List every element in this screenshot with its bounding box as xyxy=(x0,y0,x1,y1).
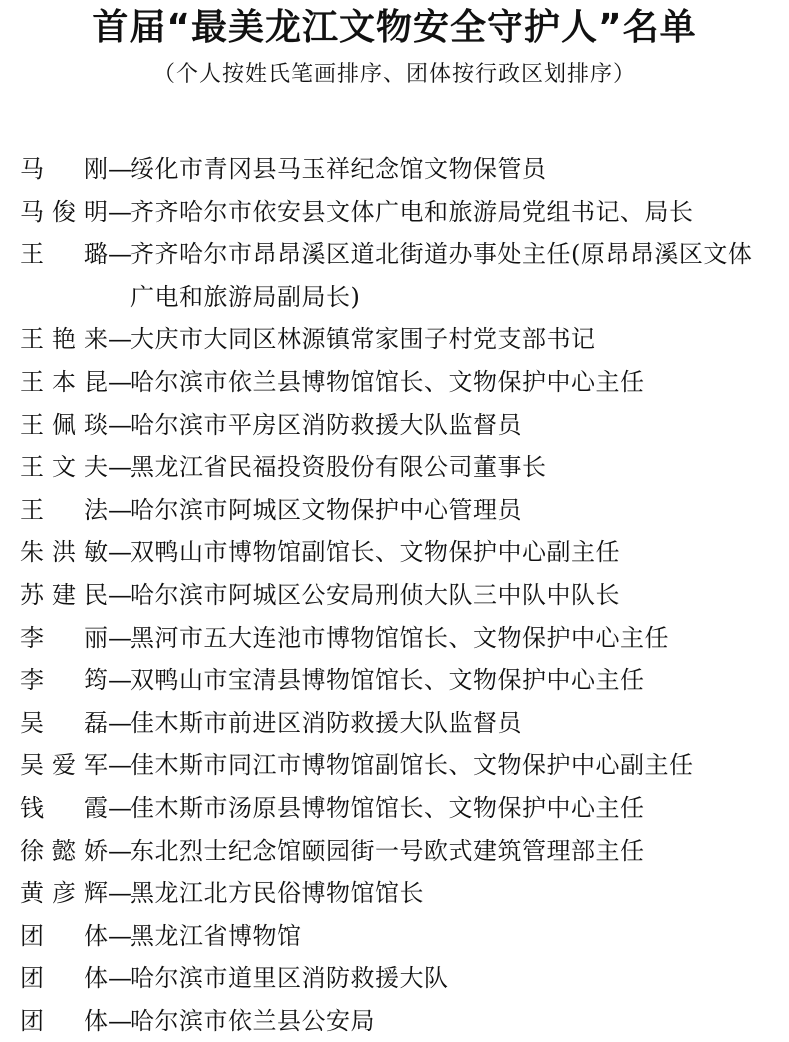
entry-description: 佳木斯市同江市博物馆副馆长、文物保护中心副主任 xyxy=(130,751,694,780)
entry-dash: — xyxy=(108,879,132,908)
document-subtitle: （个人按姓氏笔画排序、团体按行政区划排序） xyxy=(152,62,636,87)
list-item xyxy=(20,191,785,234)
list-item xyxy=(20,318,785,361)
entry-description: 佳木斯市汤原县博物馆馆长、文物保护中心主任 xyxy=(130,793,645,822)
entry-description: 双鸭山市博物馆副馆长、文物保护中心副主任 xyxy=(130,538,620,567)
entry-dash: — xyxy=(108,367,132,396)
entry-description: 黑龙江省民福投资股份有限公司董事长 xyxy=(130,453,547,482)
entry-dash: — xyxy=(108,1006,132,1035)
entry-name: 团 体 xyxy=(20,964,108,993)
entry-description: 齐齐哈尔市依安县文体广电和旅游局党组书记、局长 xyxy=(130,197,694,226)
entry-dash: — xyxy=(108,708,132,737)
list-item xyxy=(20,148,785,191)
entry-description: 哈尔滨市依兰县公安局 xyxy=(130,1006,375,1035)
entry-dash: — xyxy=(108,921,132,950)
list-item xyxy=(20,915,785,958)
entry-description: 齐齐哈尔市昂昂溪区道北街道办事处主任(原昂昂溪区文体广电和旅游局副局长) xyxy=(130,240,753,311)
entry-name: 王文夫 xyxy=(20,453,108,482)
entry-name: 朱洪敏 xyxy=(20,538,108,567)
entry-name: 马 刚 xyxy=(20,155,108,183)
entry-description: 哈尔滨市阿城区公安局刑侦大队三中队中队长 xyxy=(130,580,620,609)
entry-description: 黑河市五大连池市博物馆馆长、文物保护中心主任 xyxy=(130,623,669,652)
list-item xyxy=(20,404,785,447)
list-item xyxy=(20,617,785,660)
entry-dash: — xyxy=(108,623,132,652)
entry-name: 徐懿娇 xyxy=(20,836,108,865)
list-item xyxy=(20,1000,785,1042)
entry-dash: — xyxy=(108,836,132,865)
entry-description: 黑龙江省博物馆 xyxy=(130,921,302,950)
entry-description: 哈尔滨市依兰县博物馆馆长、文物保护中心主任 xyxy=(130,367,645,396)
entry-dash: — xyxy=(108,751,132,780)
entry-dash: — xyxy=(108,495,132,524)
entry-name: 王本昆 xyxy=(20,367,108,396)
entry-dash: — xyxy=(108,325,132,354)
list-item xyxy=(20,531,785,574)
entry-description: 黑龙江北方民俗博物馆馆长 xyxy=(130,879,424,908)
entry-name: 王艳来 xyxy=(20,325,108,354)
list-item xyxy=(20,787,785,830)
entry-name: 钱 霞 xyxy=(20,793,108,822)
entry-dash: — xyxy=(108,197,132,226)
entry-name: 吴 磊 xyxy=(20,708,108,737)
entry-name: 苏建民 xyxy=(20,580,108,609)
document-title: 首届“最美龙江文物安全守护人”名单 xyxy=(92,7,697,48)
entry-name: 黄彦辉 xyxy=(20,879,108,908)
list-item xyxy=(20,446,785,489)
list-item xyxy=(20,233,785,318)
entry-description: 佳木斯市前进区消防救援大队监督员 xyxy=(130,708,522,737)
entry-description: 双鸭山市宝清县博物馆馆长、文物保护中心主任 xyxy=(130,666,645,695)
list-item xyxy=(20,489,785,532)
entry-dash: — xyxy=(108,538,132,567)
list-item xyxy=(20,574,785,617)
entry-name: 王 法 xyxy=(20,495,108,524)
list-item xyxy=(20,872,785,915)
list-item xyxy=(20,957,785,1000)
entry-name: 吴爱军 xyxy=(20,751,108,780)
entry-dash: — xyxy=(108,666,132,695)
entry-description: 哈尔滨市阿城区文物保护中心管理员 xyxy=(130,495,522,524)
entry-name: 团 体 xyxy=(20,921,108,950)
entry-name: 马俊明 xyxy=(20,197,108,226)
entry-description: 哈尔滨市平房区消防救援大队监督员 xyxy=(130,410,522,439)
entry-name: 王 璐 xyxy=(20,240,108,269)
entry-dash: — xyxy=(108,240,132,269)
list-item xyxy=(20,830,785,873)
entry-dash: — xyxy=(108,793,132,822)
entry-description: 大庆市大同区林源镇常家围子村党支部书记 xyxy=(130,325,596,354)
entry-dash: — xyxy=(108,964,132,993)
list-item xyxy=(20,361,785,404)
entry-dash: — xyxy=(108,453,132,482)
entry-description: 绥化市青冈县马玉祥纪念馆文物保管员 xyxy=(130,155,547,183)
entry-name: 王佩琰 xyxy=(20,410,108,439)
entry-dash: — xyxy=(108,580,132,609)
entry-dash: — xyxy=(108,410,132,439)
entry-description: 哈尔滨市道里区消防救援大队 xyxy=(130,964,449,993)
list-item xyxy=(20,744,785,787)
entry-name: 团 体 xyxy=(20,1006,108,1035)
entry-dash: — xyxy=(108,155,132,183)
list-item xyxy=(20,659,785,702)
entry-name: 李 丽 xyxy=(20,623,108,652)
entry-name: 李 筠 xyxy=(20,666,108,695)
entry-description: 东北烈士纪念馆颐园街一号欧式建筑管理部主任 xyxy=(130,836,645,865)
honoree-list xyxy=(20,148,785,1042)
list-item xyxy=(20,702,785,745)
